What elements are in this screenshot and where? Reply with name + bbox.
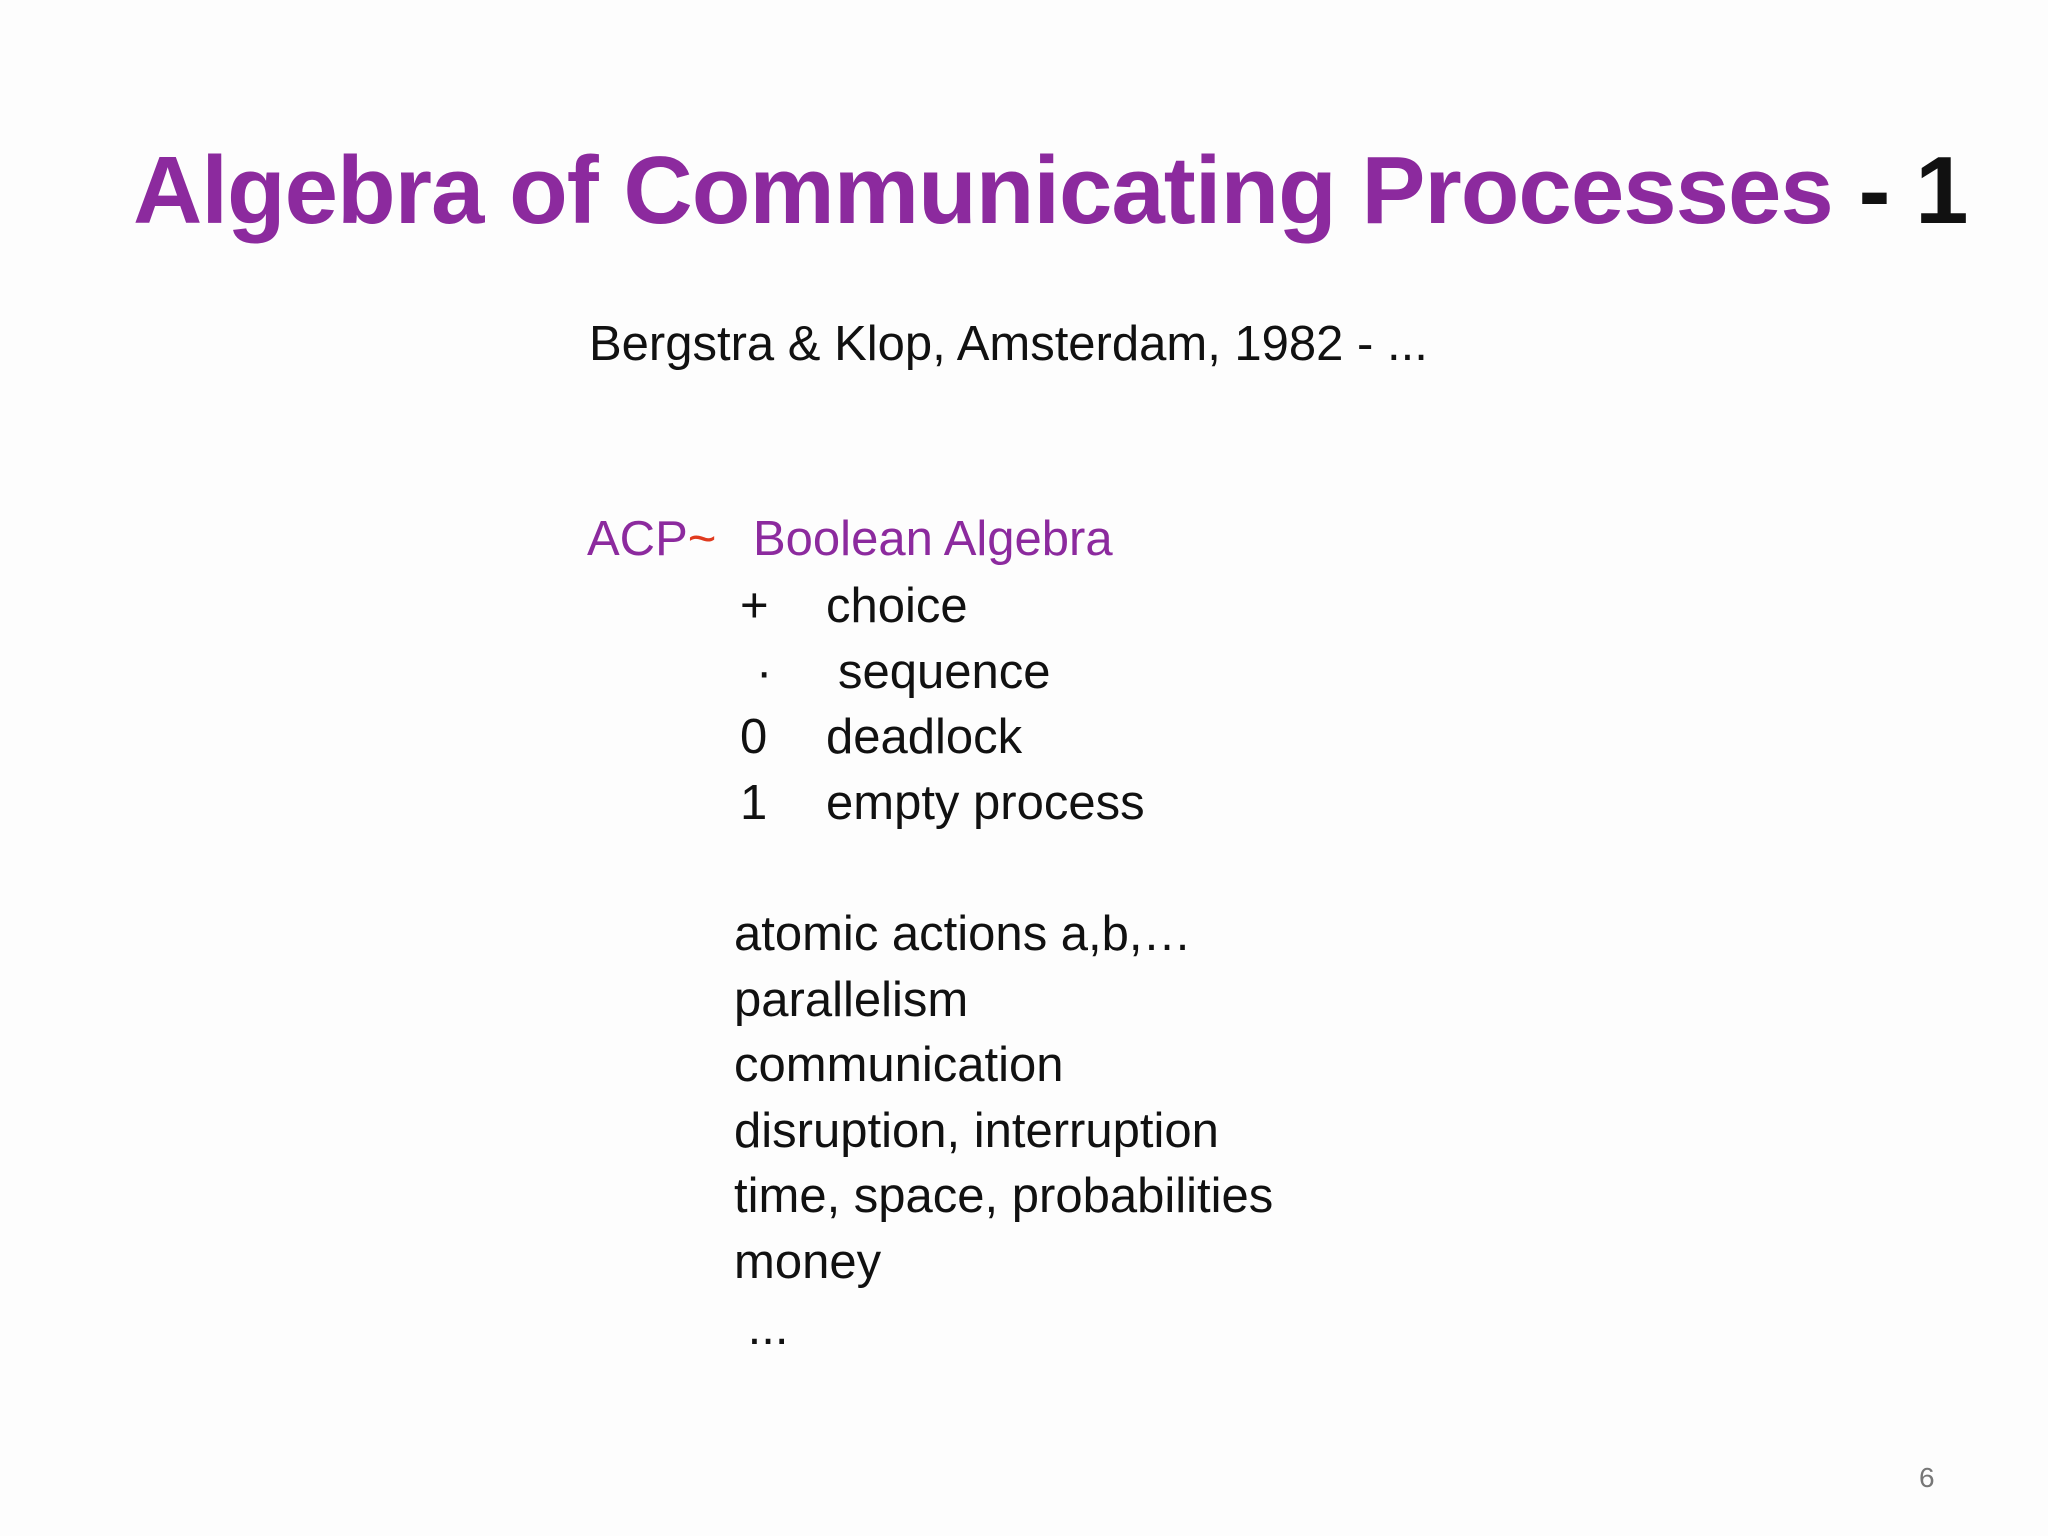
operator-description: choice	[826, 579, 968, 633]
operator-symbol: +	[740, 579, 769, 633]
feature-item: communication	[734, 1038, 1064, 1092]
tilde-symbol: ~	[687, 512, 717, 566]
feature-item: disruption, interruption	[734, 1104, 1219, 1158]
title-main: Algebra of Communicating Processes	[133, 137, 1833, 244]
acp-analogy-line	[587, 511, 1113, 567]
page-number: 6	[1919, 1462, 1935, 1493]
operator-symbol: ·	[756, 645, 773, 699]
operator-symbol: 1	[740, 776, 768, 830]
slide-subtitle: Bergstra & Klop, Amsterdam, 1982 - ...	[589, 317, 1428, 371]
feature-item: money	[734, 1235, 882, 1289]
feature-item-ellipsis: ...	[734, 1301, 789, 1355]
operator-description: deadlock	[826, 710, 1023, 764]
feature-item: parallelism	[734, 973, 969, 1027]
acp-label: ACP	[587, 512, 688, 566]
slide-title	[133, 136, 1967, 246]
feature-item: atomic actions a,b,…	[734, 907, 1192, 961]
operator-description: empty process	[826, 776, 1145, 830]
feature-item: time, space, probabilities	[734, 1169, 1274, 1223]
boolean-algebra-label: Boolean Algebra	[753, 512, 1113, 566]
operator-symbol: 0	[740, 710, 768, 764]
title-suffix: - 1	[1832, 137, 1968, 244]
operator-description: sequence	[838, 645, 1051, 699]
